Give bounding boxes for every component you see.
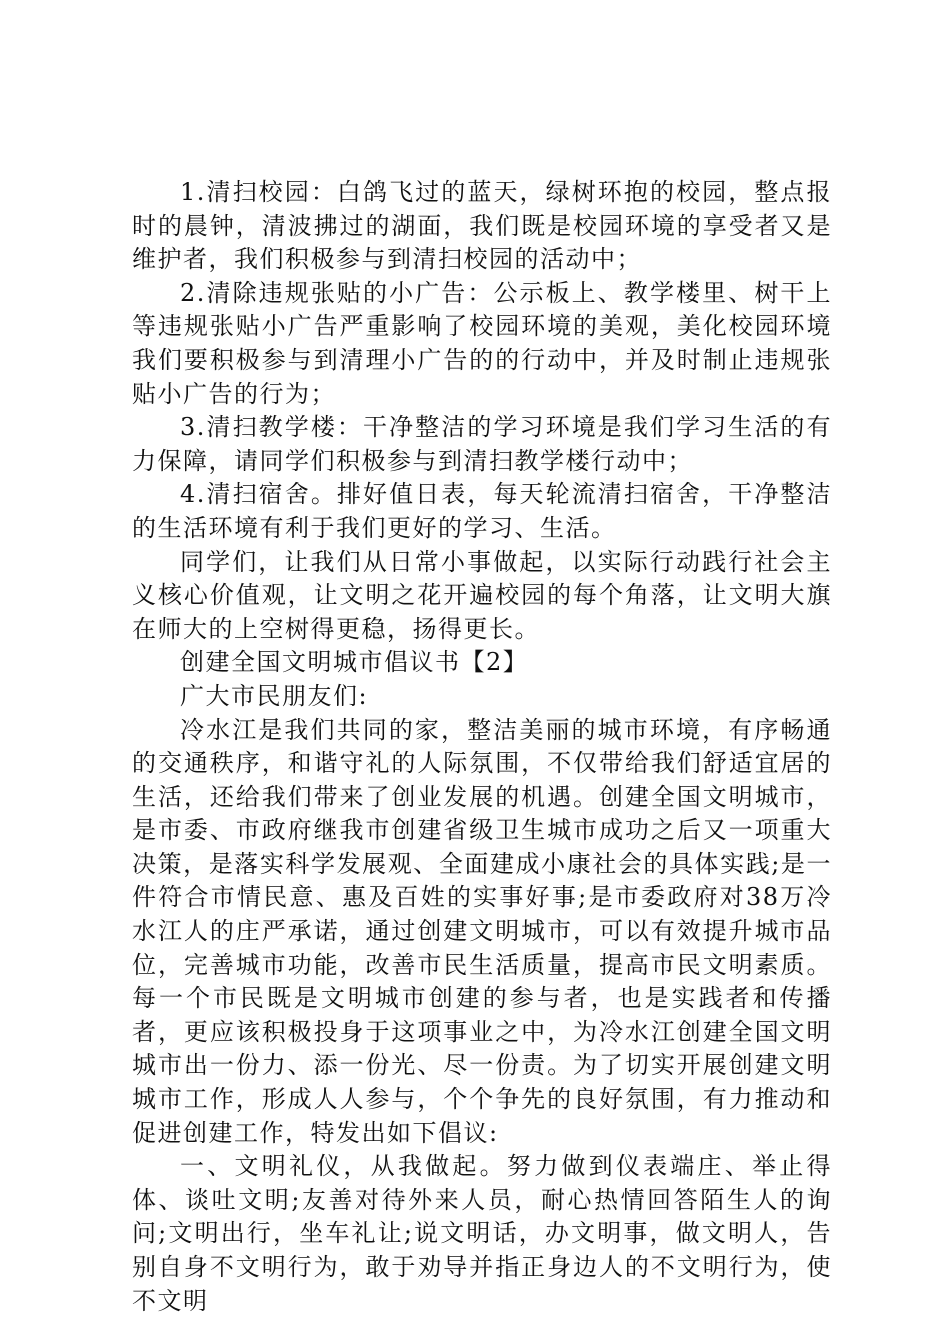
paragraph-removing-ads: 2.清除违规张贴的小广告：公示板上、教学楼里、树干上等违规张贴小广告严重影响了校园环境的美观，美化校园环境我们要积极参与到清理小广告的的行动中，并及时制止违规张贴小广告的行为； [132,278,832,408]
paragraph-introduction: 冷水江是我们共同的家，整洁美丽的城市环境，有序畅通的交通秩序，和谐守礼的人际氛围，不仅带给我们舒适宜居的生活，还给我们带来了创业发展的机遇。创建全国文明城市，是市委、市政府继我市创建省级卫生城市成功之后又一项重大决策，是落实科学发展观、全面建成小康社会的具体实践;是一件符合市情民意、惠及百姓的实事好事;是市委政府对38万冷水江人的庄严承诺，通过创建文明城市，可以有效提升城市品位，完善城市功能，改善市民生活质量，提高市民文明素质。每一个市民既是文明城市创建的参与者，也是实践者和传播者，更应该积极投身于这项事业之中，为冷水江创建全国文明城市出一份力、添一份光、尽一份责。为了切实开展创建文明城市工作，形成人人参与，个个争先的良好氛围，有力推动和促进创建工作，特发出如下倡议: [132,715,832,1147]
paragraph-cleaning-building: 3.清扫教学楼：干净整洁的学习环境是我们学习生活的有力保障，请同学们积极参与到清扫教学楼行动中； [132,413,832,475]
paragraph-cleaning-campus: 1.清扫校园：白鸽飞过的蓝天，绿树环抱的校园，整点报时的晨钟，清波拂过的湖面，我们既是校园环境的享受者又是维护者，我们积极参与到清扫校园的活动中； [132,178,832,274]
paragraph-closing-call: 同学们，让我们从日常小事做起，以实际行动践行社会主义核心价值观，让文明之花开遍校园的每个角落，让文明大旗在师大的上空树得更稳，扬得更长。 [132,547,832,643]
document-body [132,176,832,1318]
paragraph-proposal-one: 一、文明礼仪，从我做起。努力做到仪表端庄、举止得体、谈吐文明;友善对待外来人员，耐心热情回答陌生人的询问;文明出行，坐车礼让;说文明话，办文明事，做文明人，告别自身不文明行为，敢于劝导并指正身边人的不文明行为，使不文明 [132,1152,832,1315]
salutation: 广大市民朋友们: [180,681,369,710]
section-heading: 创建全国文明城市倡议书【2】 [180,648,529,677]
paragraph-cleaning-dorm: 4.清扫宿舍。排好值日表，每天轮流清扫宿舍，干净整洁的生活环境有利于我们更好的学习、生活。 [132,480,832,542]
